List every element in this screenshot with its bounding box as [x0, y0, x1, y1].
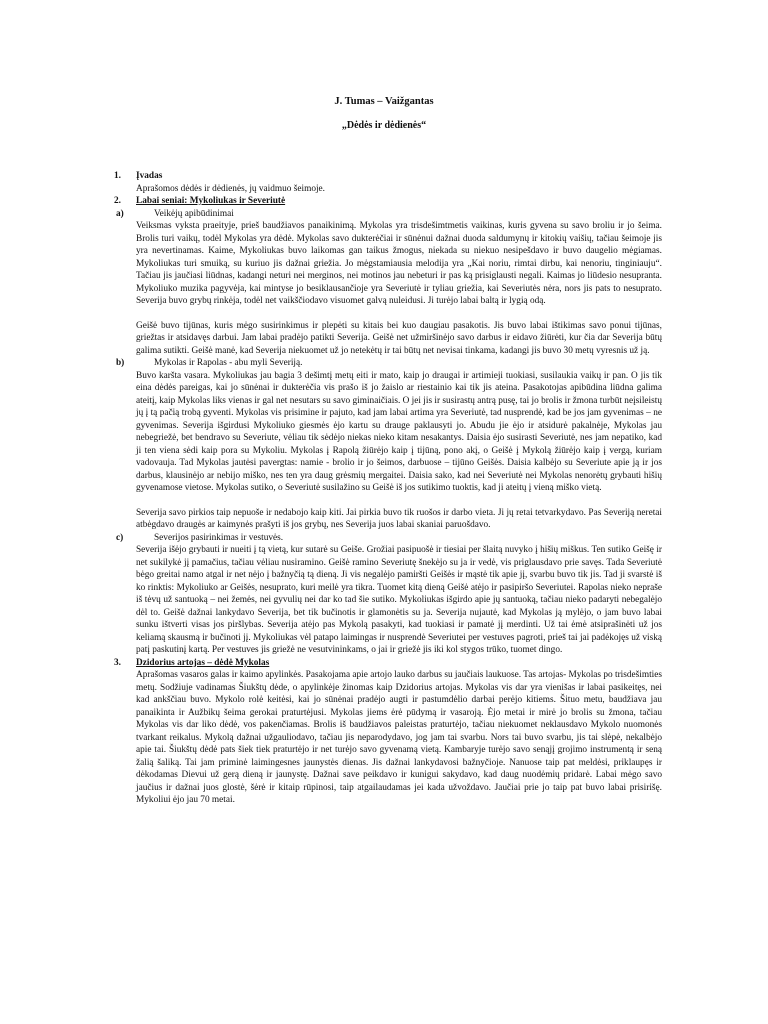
document-body	[114, 170, 662, 807]
subsection-letter: b)	[116, 358, 125, 368]
subsection-letter: a)	[116, 208, 124, 219]
section-number: 3.	[114, 657, 121, 668]
section-paragraph: Buvo karšta vasara. Mykoliukas jau bagia 3 dešimtį metų eiti ir mato, kaip jo draugai ir artimieji tuokiasi, susilaukia vaikų ir pan. O jis tik eina dėdės pareigas, kai jo sūnėnai ir dukterėčia vis prašo iš jo žaislo ar riestainio kai tik jis ateina. Pasakotojas apibūdina liūdna galima ateitį, kaip Mykolas liks vienas ir gal net nesutars su savo giminaičiais. O jei jis ir susirastų antrą pusę, tai jo brolis ir žmona turbūt neįsileistų jų į tą pačią trobą gyventi. Mykolas vis prisimine ir pajuto, kad jam labai artima yra Severiutė, tad nusprendė, kad be jos jam gyvenimas – ne gyvenimas. Severija išgirdusi Mykoliuko giesmės ėjo kartu su drauge paklausyti jo. Abudu jie ėjo ir atsidurė pakalnėje, Mykolas jau nebegriežė, bet bendravo su Severiute, vėliau tik sėdėjo niekas nieko kitam nesakantys. Daisia ėjo susirasti Severiutė, nes jam nepatiko, kad ji ten viena sėdi kaip pora su Mykoliu. Mykolas į Rapolą žiūrėjo kaip į tijūną, pono akį, o Geišė į Mykolą žiūrėjo kaip į vergą, kuriam vadovauja. Tad Mykolas jautėsi pavergtas: namie - brolio ir jo šeimos, darbuose – tijūno Geišės. Daisia kalbėjo su Severiute apie ją ir jos darbus, klausinėjo ar nebijo miško, nes ten yra daug grėsmių mergaitei. Daisia sako, kad nei Severiutė nei Mykolas nenorėtų grybauti hišių gyvenamose vietose. Mykolas sutiko, o Severiutė susilažino su Geišė iš jos sutikimo tuoktis, kad ji ateitų į vieną miško vietą.	[136, 370, 662, 493]
section-heading: Dzidorius artojas – dėdė Mykolas	[136, 657, 270, 668]
section-paragraph: Severija savo pirkios taip nepuoše ir nedabojo kaip kiti. Jai pirkia buvo tik ruošos ir darbo vieta. Ji jų retai tetvarkydavo. Pas Severiją neretai atbėgdavo draugės ar kaimynės prašyti iš jos grybų, nes Severija juos labai skaniai paruošdavo.	[136, 507, 662, 530]
section-paragraph: Geišė buvo tijūnas, kuris mėgo susirinkimus ir plepėti su kitais bei kuo daugiau pasakotis. Jis buvo labai ištikimas savo ponui tijūnas, griežtas ir atsidavęs darbui. Jam labai pradėjo patikti Severija. Geišė net užmiršinėjo savo darbus ir eidavo žiūrėti, kur čia dar Severija būtų galima sutikti. Geišė manė, kad Severija niekuomet už jo netekėtų ir tai būtų net nevisai tinkama, kadangi jis buvo 30 metų vyresnis už ją.	[136, 320, 662, 356]
section-3	[114, 657, 662, 807]
section-heading: Įvadas	[136, 171, 163, 181]
section-paragraph: Aprašomas vasaros galas ir kaimo apylinkės. Pasakojama apie artojo lauko darbus su jaučiais laukuose. Tas artojas- Mykolas po trisdešimties metų. Sodžiuje vadinamas Šiukštų dėde, o apylinkėje žinomas kaip Dzidorius artojas. Mykolas vis dar yra vienišas ir labai pasikeitęs, nei kad ankščiau buvo. Mykolo rolė keitėsi, kai jo sūnėnai pradėjo augti ir pastumdėlio darbai perėjo kitiems. Šituo metu, baudžiava jau panaikinta ir Aužbikų šeima gerokai praturtėjusi. Mykolas jiems ėrė pūdymą ir vasaroją. Ėjo metai ir mirė jo brolis su žmona, tačiau Mykolas vis dar liko dėdė, vos pakenčiamas. Brolis iš baudžiavos paleistas praturtėjo, tačiau niekuomet neklausdavo Mykolo nuomonės tvarkant reikalus. Mykolą dažnai užgauliodavo, tačiau jis neparodydavo, jog jam tai svarbu. Nors tai buvo svarbu, jis tai slėpė, nekalbėjo apie tai. Šiukštų dėdė pats šiek tiek praturtėjo ir net turėjo savo gyvenamą vietą. Kambaryje turėjo savo senąjį grojimo instrumentą ir seną žalią šaliką. Tai jam priminė laimingesnes jaunystės dienas. Jis dažnai lankydavosi bažnyčioje. Nanuose taip pat meldėsi, priklaupęs ir dėkodamas Dievui už gerą dieną ir jaunystę. Dažnai save peikdavo ir kunigui sakydavo, kad daug nuodėmių pridarė. Labai mėgo savo jaučius ir dažnai juos glostė, šėrė ir kitaip rūpinosi, taip atgailaudamas jei kada užvoždavo. Jaučiai prie jo taip pat buvo labai prisirišę. Mykoliui ėjo jau 70 metai.	[136, 670, 662, 805]
section-2	[114, 195, 662, 657]
section-paragraph: Severija išėjo grybauti ir nueiti į tą vietą, kur sutarė su Geiše. Grožiai pasipuošė ir tiesiai per šlaitą nuvyko į hišių miškus. Ten sutiko Geišę ir net sukilykė jį pamačius, tačiau vėliau nusiramino. Geišė ramino Severiutę šnekėjo su ja ir vedė, vis priglausdavo prie savęs. Tada Severiutė bėgo greitai namo atgal ir net nėjo į bažnyčią tą dieną. Ji vis negalėjo pamiršti Geišės ir mąstė tik apie jį, svarbu buvo tik jis. Tad ji svarstė iš ko rinktis: Mykoliuko ar Geišės, nesuprato, kuri meilė yra tikra. Tuomet kitą dieną Geišė atėjo ir pasipiršo Severiutei. Rapolas nieko nepraše iš tėvų už santuoką – nei žemės, nei gyvulių nei dar ko tad šie sutiko. Mykoliukas išgirdo apie jų santuoką, tačiau nieko padaryti nebegalėjo dėl to. Geišė dažnai lankydavo Severija, bet tik bučinotis ir glamonėtis su ja. Severija nujautė, kad Mykolas ją mylėjo, o jam buvo labai sunku ištverti visas jos piršlybas. Severija atėjo pas Mykolą pasakyti, kad tuokiasi ir pamatė jį merdinti. Už tai ėmė atsiprašinėti už jos keliamą skausmą ir bučinoti jį. Mykoliukas vėl patapo laimingas ir nusprendė Severiutei per vestuves pagroti, prieš tai jai padėkojęs už viską patį paskutinį kartą. Per vestuves jis griežė ne vesutvininkams, o jai ir griežė jis iki kol stygos trūko, tuomet dingo.	[136, 545, 662, 655]
section-paragraph: Veiksmas vyksta praeityje, prieš baudžiavos panaikinimą. Mykolas yra trisdešimtmetis vaikinas, kuris gyvena su savo broliu ir jo šeima. Brolis turi vaikų, todėl Mykolas yra dėdė. Mykolas savo dukterėčiai ir sūnėnui dažnai duoda saldumynų ir kitokių vaišių, tačiau šeimoje jis yra nevertinamas. Kaime, Mykoliukas buvo laikomas gan taikus žmogus, niekada su niekuo nesipešdavo ir buvo daugelio mėgiamas. Mykoliukas turi smuiką, su kuriuo jis dažnai griežia. Jo mėgstamiausia melodija yra „Kai noriu, rimtai dirbu, kai nenoriu, tinginiauju“. Tačiau jis jaučiasi liūdnas, kadangi neturi nei merginos, nei motinos jau nebeturi ir pas ką prisiglausti negali. Kaimas jo liūdesio nesupranta. Mykoliuko muzika pagyvėja, kai mintyse jo besiklausančioje yra Severiutė ir tyliau griežia, kai Severiutės nėra, nors jis pats to nesuprato. Severija buvo grybų rinkėja, todėl net vaikščiodavo visuomet galvą nuleidusi. Ji turėjo labai baltą ir lygią odą.	[136, 221, 662, 306]
author-heading: J. Tumas – Vaižgantas	[334, 96, 434, 107]
subsection-label: Severijos pasirinkimas ir vestuvės.	[154, 532, 284, 543]
section-number: 2.	[114, 196, 121, 206]
subsection-b	[116, 357, 662, 370]
section-1	[114, 170, 662, 195]
subsection-label: Veikėjų apibūdinimai	[154, 208, 234, 219]
subsection-letter: c)	[116, 532, 124, 543]
section-number: 1.	[114, 171, 121, 181]
subsection-label: Mykolas ir Rapolas - abu myli Severiją.	[154, 358, 303, 368]
document-title: „Dėdės ir dėdienės“	[341, 120, 427, 131]
section-heading: Labai seniai: Mykoliukas ir Severiutė	[136, 196, 286, 206]
section-paragraph: Aprašomos dėdės ir dėdienės, jų vaidmuo šeimoje.	[136, 183, 325, 194]
subsection-c	[116, 532, 662, 545]
subsection-a	[116, 208, 662, 221]
